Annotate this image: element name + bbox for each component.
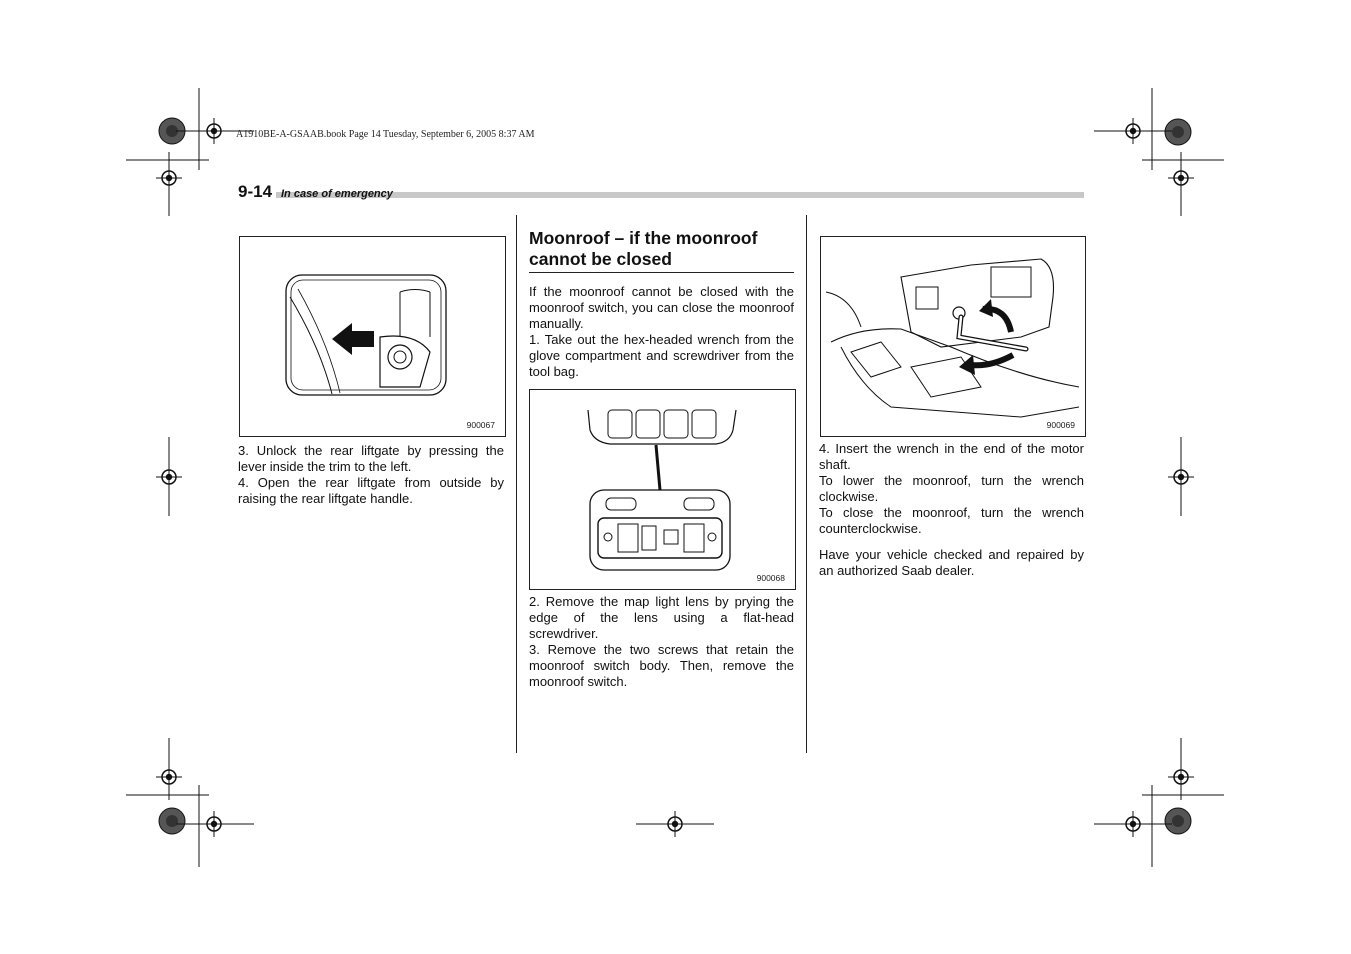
column2-text (529, 594, 794, 690)
moonroof-heading: Moonroof – if the moonroof cannot be closed (529, 228, 758, 269)
column3-text (819, 441, 1084, 579)
liftgate-lever-figure (239, 236, 506, 437)
step-2-text: 2. Remove the map light lens by prying the edge of the lens using a flat-head screwdriver. (529, 594, 794, 641)
map-light-figure (529, 389, 796, 590)
step-1-text: 1. Take out the hex-headed wrench from the glove compartment and screwdriver from the tool bag. (529, 332, 794, 379)
page-number: 9-14 (238, 182, 273, 201)
figure-code: 900069 (1046, 420, 1075, 430)
heading-underline (529, 272, 794, 273)
arrow-left-icon (332, 323, 374, 355)
column-divider (516, 215, 517, 753)
wrench-illustration (821, 237, 1085, 436)
column-divider (806, 215, 807, 753)
wrench-figure (820, 236, 1086, 437)
step-4-text: 4. Open the rear liftgate from outside by raising the rear liftgate handle. (238, 475, 504, 506)
dealer-note-text: Have your vehicle checked and repaired by an authorized Saab dealer. (819, 547, 1084, 578)
lower-instruction-text: To lower the moonroof, turn the wrench clockwise. (819, 473, 1084, 504)
figure-code: 900067 (466, 420, 495, 430)
close-instruction-text: To close the moonroof, turn the wrench counterclockwise. (819, 505, 1084, 536)
section-title: In case of emergency (281, 188, 393, 200)
intro-text: If the moonroof cannot be closed with the moonroof switch, you can close the moonroof manually. (529, 284, 794, 331)
header-bar (276, 192, 1084, 198)
column2-intro (529, 284, 794, 380)
liftgate-lever-illustration (240, 237, 505, 436)
counterclockwise-arrow-icon (971, 355, 1013, 365)
map-light-illustration (530, 390, 795, 589)
print-info-line: A1910BE-A-GSAAB.book Page 14 Tuesday, September 6, 2005 8:37 AM (236, 129, 535, 140)
column1-text (238, 443, 504, 507)
figure-code: 900068 (756, 573, 785, 583)
step-4-text: 4. Insert the wrench in the end of the motor shaft. (819, 441, 1084, 472)
step-3-text: 3. Remove the two screws that retain the moonroof switch body. Then, remove the moonroof switch. (529, 642, 794, 689)
step-3-text: 3. Unlock the rear liftgate by pressing the lever inside the trim to the left. (238, 443, 504, 474)
